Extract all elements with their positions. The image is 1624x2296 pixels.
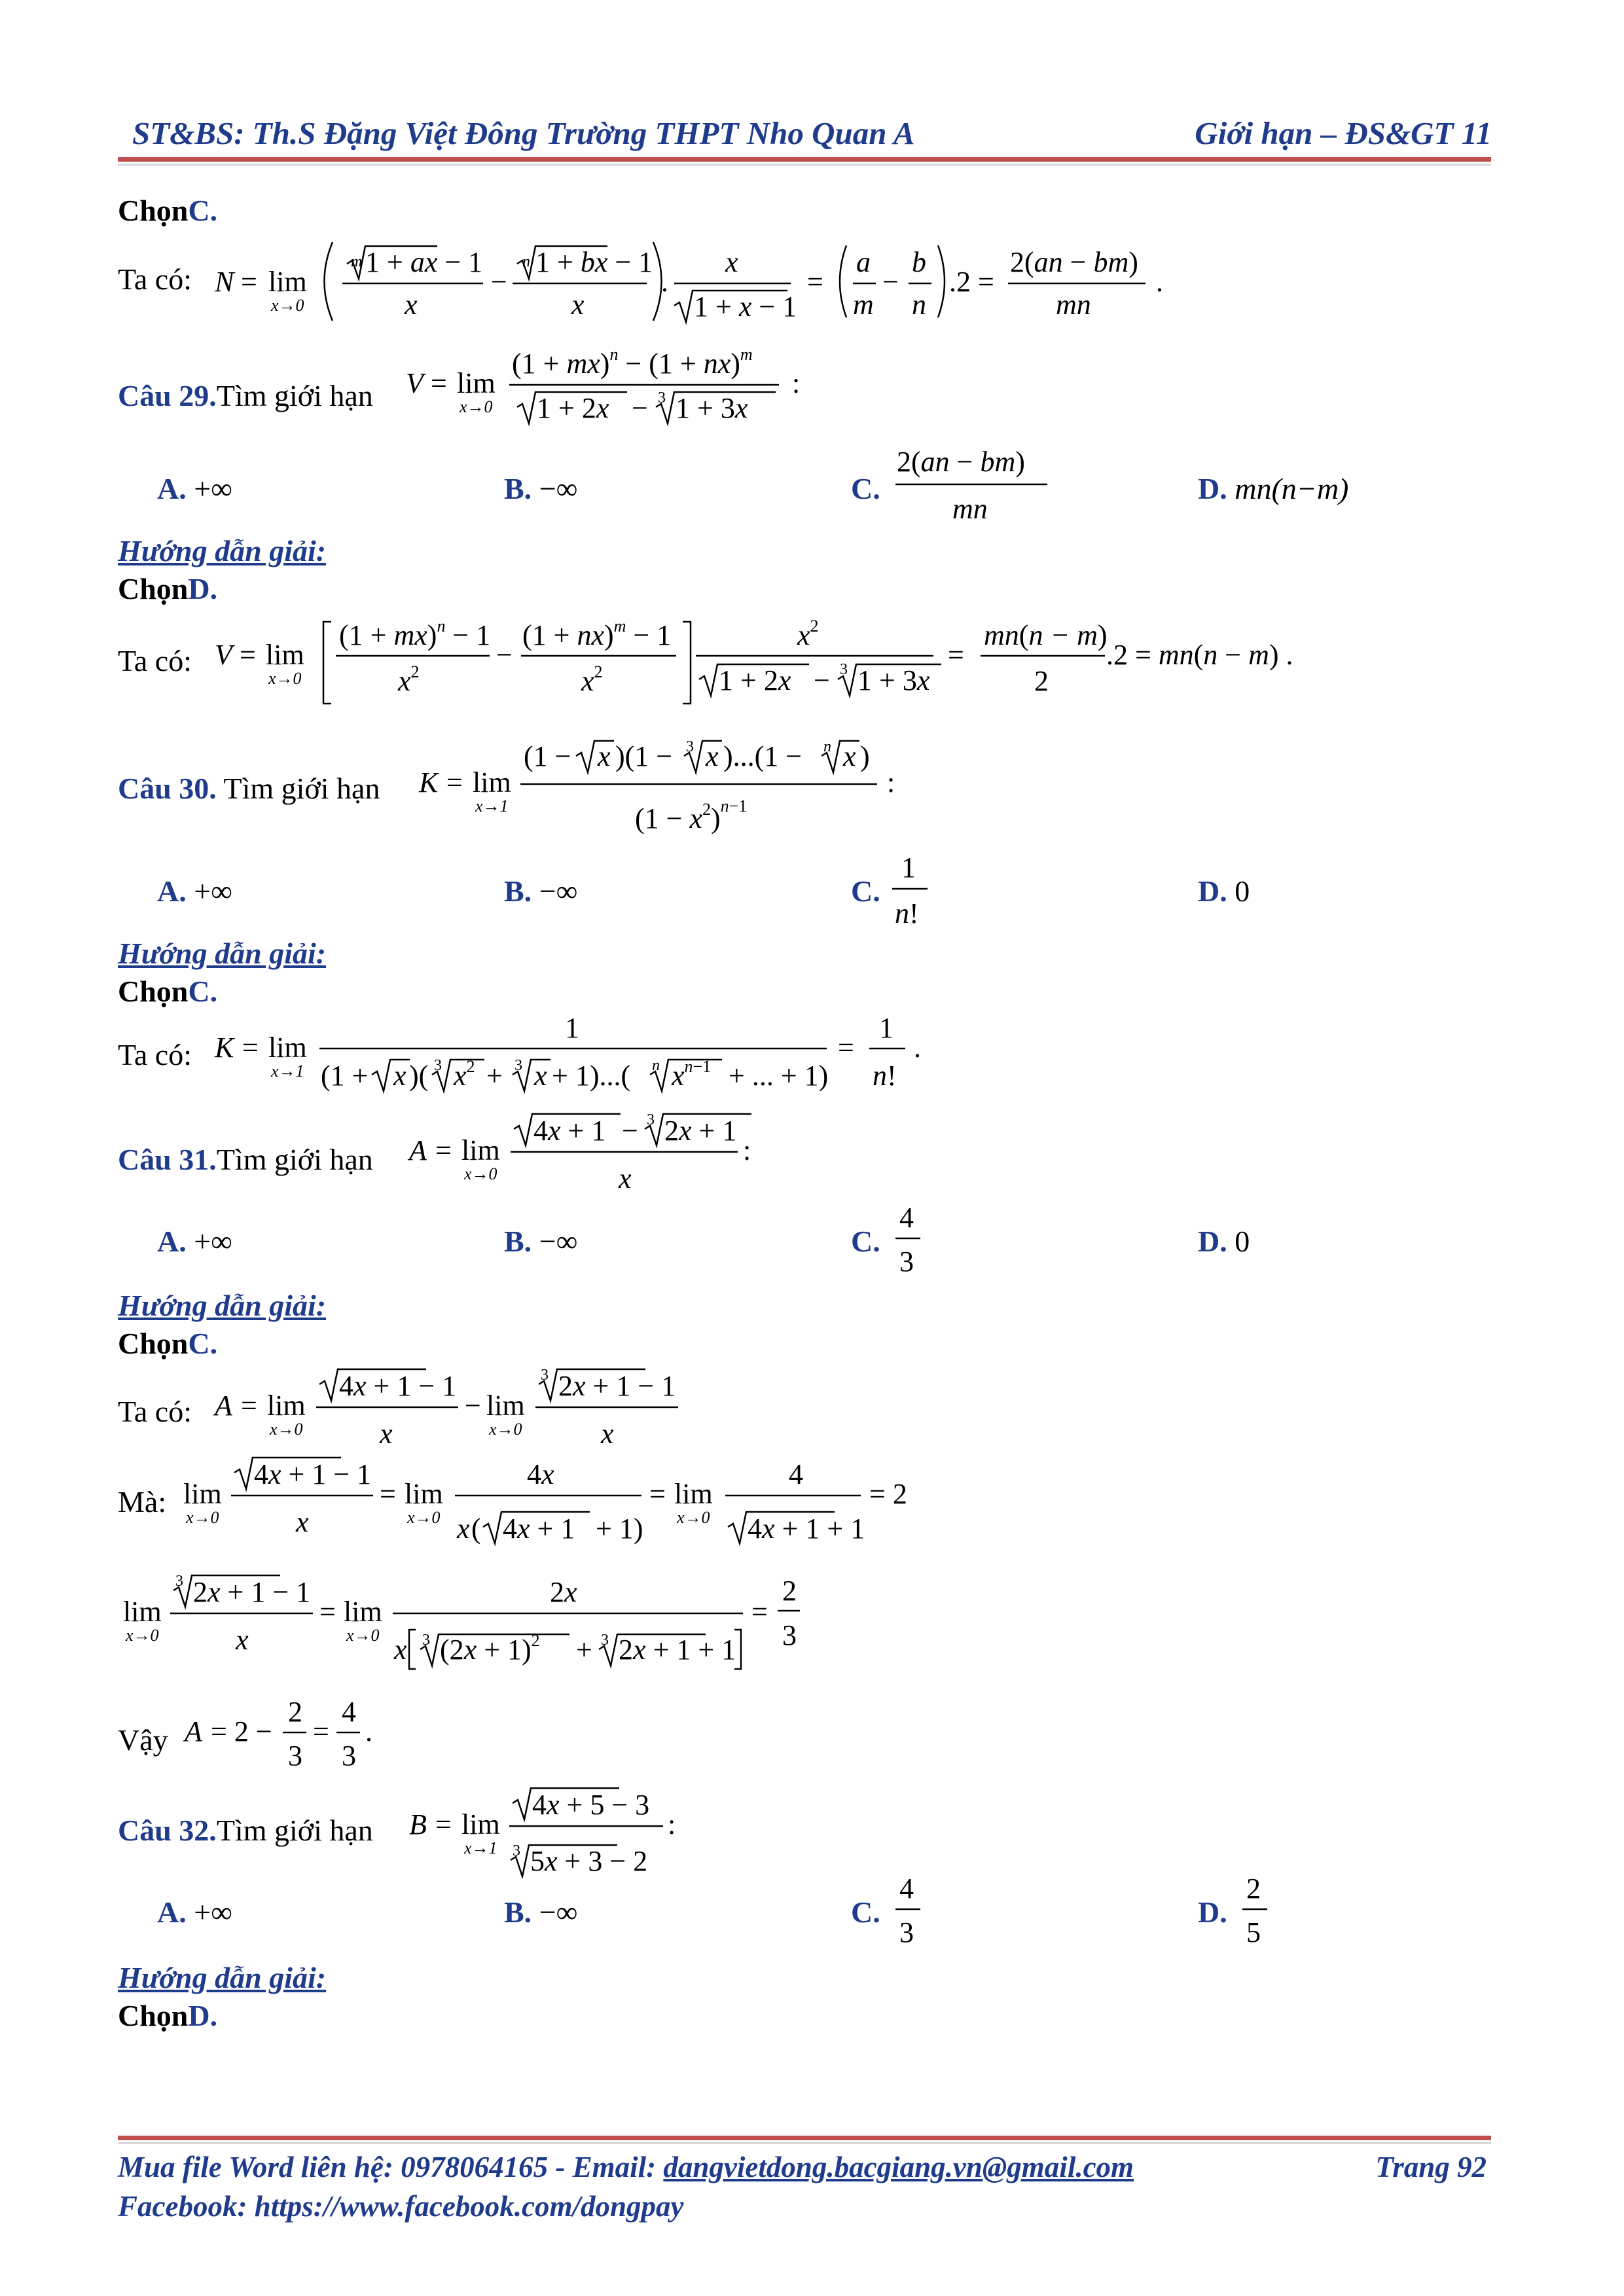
question-29: Câu 29.Tìm giới hạn bbox=[118, 379, 373, 412]
svg-text:=: = bbox=[242, 1031, 259, 1064]
svg-text:+: + bbox=[576, 1634, 592, 1666]
svg-text:B: B bbox=[409, 1808, 427, 1840]
svg-text:x: x bbox=[619, 1162, 632, 1194]
svg-text:−: − bbox=[465, 1390, 481, 1422]
svg-text:n!: n! bbox=[873, 1060, 897, 1092]
svg-text:=: = bbox=[380, 1478, 396, 1510]
svg-text:lim: lim bbox=[344, 1596, 382, 1628]
svg-text:(1 − x2)n−1: $(1 - x^2)^n-1$ bbox=[635, 797, 748, 834]
svg-text:4x + 1: 4x + 1 bbox=[503, 1513, 575, 1545]
svg-text:+: + bbox=[486, 1060, 503, 1092]
svg-text:x→0: x→0 bbox=[346, 1626, 380, 1645]
svg-text:x2: $x^2$ bbox=[797, 617, 819, 651]
option-30-C[interactable]: C. bbox=[851, 874, 880, 908]
svg-text:(1 + nx)m − 1: (1 + nx)$^m$ − 1 bbox=[522, 617, 672, 651]
svg-text:): ) bbox=[860, 740, 870, 772]
svg-text:a: a bbox=[856, 246, 871, 278]
svg-text:3: 3 bbox=[840, 661, 848, 678]
svg-text:lim: lim bbox=[267, 1390, 306, 1422]
svg-text:lim: lim bbox=[486, 1390, 525, 1422]
answer-line-29: ChọnD. bbox=[118, 572, 218, 605]
svg-text:x: x bbox=[405, 289, 418, 321]
svg-text:.: . bbox=[914, 1031, 921, 1064]
svg-text:1: 1 bbox=[879, 1012, 893, 1044]
svg-text:(1 + mx)n − (1 + nx)m: (1 + mx)$^n$ − (1 + nx)$^m$ bbox=[512, 345, 753, 380]
page-number: Trang 92 bbox=[1375, 2151, 1487, 2183]
svg-text:3: 3 bbox=[422, 1632, 430, 1649]
svg-text:x→0: x→0 bbox=[407, 1508, 441, 1527]
svg-text:2(an − bm): 2(an − bm) bbox=[897, 446, 1025, 478]
answer-line-31: ChọnC. bbox=[118, 1327, 218, 1360]
header-rule bbox=[118, 157, 1491, 162]
svg-text:=: = bbox=[751, 1596, 768, 1628]
formula-N bbox=[208, 226, 1190, 337]
svg-text:3: 3 bbox=[899, 1246, 914, 1278]
svg-text:mn(n − m): mn(n − m) bbox=[984, 619, 1108, 651]
svg-text:lim: lim bbox=[268, 1031, 307, 1064]
svg-text:x→0: x→0 bbox=[460, 397, 493, 416]
option-30-D[interactable]: D. 0 bbox=[1198, 874, 1250, 908]
svg-text:x2: $x^2$ bbox=[581, 662, 603, 697]
svg-text:x→0: x→0 bbox=[271, 296, 304, 315]
guide-heading-32: Hướng dẫn giải: bbox=[118, 1961, 327, 1994]
svg-text:xn−1: $x^n-1$ bbox=[672, 1057, 712, 1092]
ta-co-label: Ta có: bbox=[118, 262, 192, 296]
svg-text:(1 +: (1 + bbox=[321, 1060, 369, 1092]
guide-heading-30: Hướng dẫn giải: bbox=[118, 937, 327, 970]
svg-text:n: n bbox=[652, 1057, 660, 1074]
question-31: Câu 31.Tìm giới hạn bbox=[118, 1143, 373, 1176]
svg-text:2: 2 bbox=[288, 1696, 302, 1728]
formula-V-question bbox=[399, 340, 825, 439]
svg-text:lim: lim bbox=[183, 1478, 222, 1510]
svg-text:x→0: x→0 bbox=[186, 1508, 219, 1527]
svg-text:lim: lim bbox=[405, 1478, 443, 1510]
svg-text:=: = bbox=[431, 367, 447, 399]
svg-text:A: A bbox=[215, 1390, 232, 1422]
svg-text:N: N bbox=[215, 266, 234, 298]
svg-text:.: . bbox=[365, 1715, 372, 1748]
svg-text:+ 1): + 1) bbox=[596, 1513, 643, 1545]
svg-text:mn: mn bbox=[1056, 289, 1091, 321]
svg-text:=: = bbox=[241, 1390, 257, 1422]
svg-text:A: A bbox=[409, 1134, 427, 1166]
svg-text:x: x bbox=[601, 1418, 614, 1450]
svg-text:lim: lim bbox=[674, 1478, 713, 1510]
svg-text:x→1: x→1 bbox=[464, 1839, 497, 1857]
svg-text:x→0: x→0 bbox=[677, 1508, 710, 1527]
svg-text:n: n bbox=[912, 289, 926, 321]
svg-text:x: x bbox=[394, 1634, 407, 1666]
svg-text:= 2 −: = 2 − bbox=[211, 1715, 272, 1748]
svg-text:4x + 5 − 3: 4x + 5 − 3 bbox=[532, 1789, 650, 1821]
svg-text:(1 −: (1 − bbox=[524, 740, 571, 772]
header-right: Giới hạn – ĐS&GT 11 bbox=[1195, 115, 1492, 151]
svg-text:x→0: x→0 bbox=[268, 669, 302, 688]
ta-co-29: Ta có: bbox=[118, 644, 192, 677]
svg-text:x: x bbox=[457, 1513, 470, 1545]
svg-text:=: = bbox=[435, 1134, 452, 1166]
header-rule-shadow bbox=[118, 164, 1491, 166]
option-31-A[interactable]: A. +∞ bbox=[157, 1225, 232, 1258]
svg-text:=: = bbox=[240, 639, 256, 671]
svg-text:(: ( bbox=[471, 1513, 481, 1545]
svg-text:2(an − bm): 2(an − bm) bbox=[1010, 246, 1138, 278]
svg-text:lim: lim bbox=[473, 766, 511, 798]
option-29-C-fraction bbox=[890, 439, 1060, 530]
svg-text:m: m bbox=[351, 253, 363, 270]
formula-A-question bbox=[403, 1106, 769, 1204]
formula-K-question bbox=[412, 720, 910, 851]
svg-text:4: 4 bbox=[899, 1873, 914, 1905]
question-30: Câu 30. Tìm giới hạn bbox=[118, 772, 380, 805]
option-29-B[interactable]: B. −∞ bbox=[504, 472, 578, 505]
svg-text:x→0: x→0 bbox=[270, 1420, 303, 1439]
svg-text:=: = bbox=[838, 1031, 854, 1064]
svg-text:=: = bbox=[435, 1808, 452, 1840]
footer-line-2[interactable]: Facebook: https://www.facebook.com/dongpay bbox=[118, 2190, 684, 2223]
svg-text:V: V bbox=[406, 367, 424, 399]
svg-text:.2 =: .2 = bbox=[949, 266, 994, 298]
svg-text:3: 3 bbox=[782, 1619, 797, 1651]
svg-text:2: 2 bbox=[782, 1575, 797, 1607]
svg-text:n: n bbox=[823, 738, 831, 755]
page-header bbox=[118, 115, 1506, 160]
option-31-D[interactable]: D. 0 bbox=[1198, 1225, 1250, 1258]
footer-email-link[interactable]: dangvietdong.bacgiang.vn@gmail.com bbox=[663, 2151, 1134, 2183]
svg-text:=: = bbox=[319, 1596, 336, 1628]
svg-text:K: K bbox=[419, 766, 439, 798]
svg-text:4x + 1 + 1: 4x + 1 + 1 bbox=[748, 1513, 865, 1545]
svg-text:)...(1 −: )...(1 − bbox=[723, 740, 803, 772]
svg-text:3: 3 bbox=[899, 1916, 914, 1948]
option-32-A[interactable]: A. +∞ bbox=[157, 1895, 232, 1929]
ta-co-31: Ta có: bbox=[118, 1395, 192, 1428]
svg-text:2x + 1 − 1: 2x + 1 − 1 bbox=[193, 1576, 311, 1608]
solution-A-sqrt-step bbox=[177, 1450, 995, 1564]
solution-A-conclusion bbox=[177, 1692, 412, 1777]
svg-text:x2: $x^2$ bbox=[454, 1057, 475, 1092]
svg-text:K: K bbox=[215, 1031, 234, 1064]
svg-text:2: 2 bbox=[1246, 1873, 1261, 1905]
svg-text:n: n bbox=[522, 253, 530, 270]
formula-B-question bbox=[403, 1780, 697, 1878]
answer-line-28: ChọnC. bbox=[118, 194, 218, 227]
svg-text:mn: mn bbox=[952, 493, 988, 525]
svg-text:x: x bbox=[393, 1060, 406, 1092]
svg-text::: : bbox=[887, 766, 895, 798]
footer-line-1: Mua file Word liên hệ: 0978064165 - Email: dangvietdong.bacgiang.vn@gmail.com Trang 92 bbox=[118, 2151, 1487, 2183]
svg-text:1 + 2x: 1 + 2x bbox=[537, 392, 609, 424]
solution-K bbox=[208, 1001, 961, 1106]
option-32-C[interactable]: C. bbox=[851, 1895, 880, 1929]
svg-text:4x + 1: 4x + 1 bbox=[533, 1115, 606, 1147]
svg-text:x: x bbox=[296, 1506, 309, 1538]
svg-text:x: x bbox=[380, 1418, 393, 1450]
option-31-C[interactable]: C. bbox=[851, 1225, 880, 1258]
svg-text:x: x bbox=[236, 1624, 249, 1656]
svg-text:x: x bbox=[843, 740, 856, 772]
svg-text:)(: )( bbox=[409, 1060, 429, 1092]
svg-text:x: x bbox=[534, 1060, 547, 1092]
svg-text:1 + ax − 1: 1 + ax − 1 bbox=[365, 246, 483, 278]
option-30-C-fraction bbox=[887, 844, 939, 936]
svg-text:4x: 4x bbox=[527, 1458, 554, 1490]
svg-text:2x + 1 − 1: 2x + 1 − 1 bbox=[558, 1370, 676, 1402]
svg-text:4: 4 bbox=[342, 1696, 356, 1728]
svg-text:x: x bbox=[598, 740, 611, 772]
svg-text:3: 3 bbox=[601, 1632, 609, 1649]
svg-text:−: − bbox=[496, 639, 513, 671]
svg-text:3: 3 bbox=[434, 1057, 442, 1074]
svg-text::: : bbox=[792, 367, 801, 399]
svg-text:.2 = mn(n − m) .: .2 = mn(n − m) . bbox=[1106, 639, 1293, 671]
svg-text:1 + 3x: 1 + 3x bbox=[676, 392, 748, 424]
svg-text:3: 3 bbox=[342, 1740, 356, 1772]
svg-text:V: V bbox=[215, 639, 232, 671]
svg-text:1 + x − 1: 1 + x − 1 bbox=[694, 291, 797, 323]
svg-text:=: = bbox=[313, 1715, 329, 1748]
guide-heading-31: Hướng dẫn giải: bbox=[118, 1289, 327, 1322]
svg-text:=: = bbox=[807, 266, 823, 298]
svg-text:lim: lim bbox=[461, 1134, 500, 1166]
svg-text:.: . bbox=[1156, 266, 1163, 298]
footer-rule bbox=[118, 2136, 1491, 2140]
svg-text:−: − bbox=[632, 392, 648, 424]
vay-label: Vậy bbox=[118, 1723, 168, 1757]
svg-text:n!: n! bbox=[895, 897, 919, 929]
option-30-A[interactable]: A. +∞ bbox=[157, 874, 232, 908]
svg-text:2x + 1 + 1: 2x + 1 + 1 bbox=[619, 1634, 736, 1666]
svg-text:4: 4 bbox=[899, 1202, 914, 1234]
svg-text:)(1 −: )(1 − bbox=[615, 740, 673, 772]
svg-text:x: x bbox=[725, 246, 738, 278]
option-32-D[interactable]: D. bbox=[1198, 1895, 1227, 1929]
svg-text:3: 3 bbox=[288, 1740, 302, 1772]
footer-rule-shadow bbox=[118, 2142, 1491, 2144]
svg-text:x→1: x→1 bbox=[271, 1062, 304, 1081]
ma-label: Mà: bbox=[118, 1485, 167, 1518]
svg-text:1: 1 bbox=[901, 852, 916, 884]
svg-text:.: . bbox=[661, 266, 668, 298]
svg-text:=: = bbox=[948, 639, 964, 671]
svg-text::: : bbox=[743, 1134, 751, 1166]
solution-A-split bbox=[208, 1361, 706, 1453]
solution-A-cube-step bbox=[118, 1568, 838, 1682]
svg-text:3: 3 bbox=[175, 1573, 183, 1590]
svg-text:lim: lim bbox=[266, 639, 304, 671]
option-31-B[interactable]: B. −∞ bbox=[504, 1225, 578, 1258]
answer-line-32: ChọnD. bbox=[118, 1999, 218, 2032]
svg-text:−: − bbox=[491, 266, 507, 298]
svg-text:x→0: x→0 bbox=[126, 1626, 159, 1645]
option-29-D[interactable]: D. mn(n−m) bbox=[1198, 472, 1349, 505]
svg-text:3: 3 bbox=[514, 1057, 522, 1074]
svg-text:1 + bx − 1: 1 + bx − 1 bbox=[535, 246, 653, 278]
svg-text:3: 3 bbox=[686, 738, 694, 755]
svg-text:5x + 3 − 2: 5x + 3 − 2 bbox=[530, 1845, 648, 1877]
svg-text:1: 1 bbox=[565, 1012, 579, 1044]
svg-text:2x + 1: 2x + 1 bbox=[664, 1115, 737, 1147]
svg-text:x: x bbox=[571, 289, 585, 321]
guide-heading-29: Hướng dẫn giải: bbox=[118, 534, 327, 567]
svg-text:A: A bbox=[185, 1715, 202, 1748]
svg-text:m: m bbox=[853, 289, 874, 321]
svg-text:= 2: = 2 bbox=[869, 1478, 907, 1510]
question-32: Câu 32.Tìm giới hạn bbox=[118, 1814, 373, 1847]
option-32-C-fraction bbox=[890, 1869, 929, 1954]
svg-text:1 + 2x: 1 + 2x bbox=[719, 664, 791, 696]
option-31-C-fraction bbox=[890, 1198, 929, 1283]
svg-text:b: b bbox=[912, 246, 926, 278]
svg-text:2: 2 bbox=[1034, 665, 1049, 697]
svg-text:3: 3 bbox=[541, 1367, 549, 1384]
option-32-D-fraction bbox=[1237, 1869, 1276, 1954]
header-left: ST&BS: Th.S Đặng Việt Đông Trường THPT Nho Quan A bbox=[132, 115, 915, 151]
svg-text:5: 5 bbox=[1246, 1916, 1261, 1948]
svg-text:4: 4 bbox=[789, 1458, 803, 1490]
answer-line-30: ChọnC. bbox=[118, 975, 218, 1008]
svg-text:x→0: x→0 bbox=[489, 1420, 522, 1439]
ta-co-30: Ta có: bbox=[118, 1038, 192, 1071]
option-30-B[interactable]: B. −∞ bbox=[504, 874, 578, 908]
svg-text:−: − bbox=[882, 266, 899, 298]
option-29-C[interactable]: C. bbox=[851, 472, 880, 505]
svg-text:−: − bbox=[814, 664, 830, 696]
svg-text:=: = bbox=[649, 1478, 666, 1510]
svg-text:lim: lim bbox=[457, 367, 496, 399]
svg-text:2x: 2x bbox=[550, 1576, 577, 1608]
svg-text:3: 3 bbox=[658, 389, 666, 406]
svg-text::: : bbox=[668, 1808, 676, 1840]
svg-text:=: = bbox=[446, 766, 463, 798]
svg-text:(1 + mx)n − 1: (1 + mx)$^n$ − 1 bbox=[339, 617, 491, 651]
svg-text:1 + 3x: 1 + 3x bbox=[857, 664, 930, 696]
svg-text:x2: $x^2$ bbox=[398, 662, 420, 697]
svg-text:3: 3 bbox=[647, 1111, 655, 1128]
option-32-B[interactable]: B. −∞ bbox=[504, 1895, 578, 1929]
svg-text:3: 3 bbox=[513, 1842, 520, 1859]
svg-text:x: x bbox=[706, 740, 719, 772]
svg-text:x→1: x→1 bbox=[475, 797, 509, 816]
svg-text:+ ... + 1): + ... + 1) bbox=[729, 1060, 829, 1092]
svg-text:+ 1)...(: + 1)...( bbox=[552, 1060, 631, 1092]
solution-V bbox=[208, 609, 1321, 713]
svg-text:(2x + 1)2: $(2x + 1)^2$ bbox=[440, 1631, 540, 1666]
svg-text:=: = bbox=[241, 266, 257, 298]
svg-text:4x + 1 − 1: 4x + 1 − 1 bbox=[254, 1458, 372, 1490]
svg-text:lim: lim bbox=[123, 1596, 162, 1628]
svg-text:−: − bbox=[622, 1115, 638, 1147]
option-29-A[interactable]: A. +∞ bbox=[157, 472, 232, 505]
svg-text:lim: lim bbox=[461, 1808, 500, 1840]
svg-text:x→0: x→0 bbox=[464, 1164, 497, 1183]
svg-text:lim: lim bbox=[268, 266, 307, 298]
svg-text:4x + 1 − 1: 4x + 1 − 1 bbox=[339, 1370, 457, 1402]
